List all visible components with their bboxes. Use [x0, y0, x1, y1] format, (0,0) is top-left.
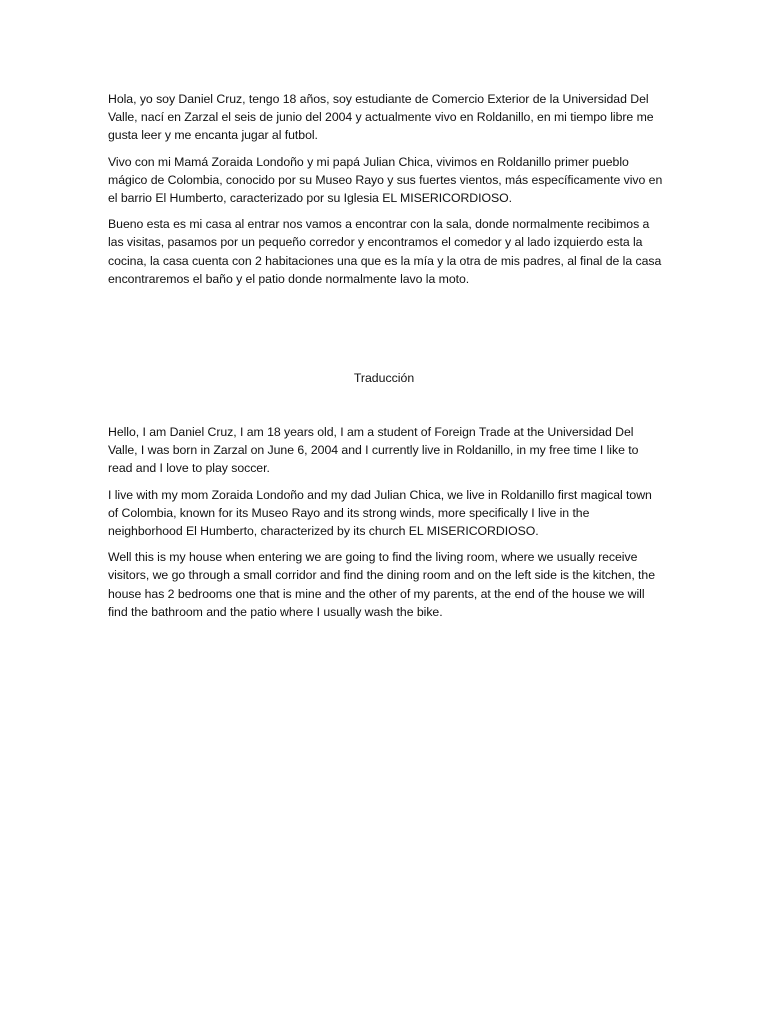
english-paragraph-house: Well this is my house when entering we are going to find the living room, where we usually receive visitors, we go through a small corridor and find the dining room and on the left side is the kitchen, the house has 2 bedrooms one that is mine and the other of my parents, at the end of the house we will find the bathroom and the patio where I usually wash the bike. — [108, 550, 655, 619]
spanish-paragraph-family: Vivo con mi Mamá Zoraida Londoño y mi papá Julian Chica, vivimos en Roldanillo primer pueblo mágico de Colombia, conocido por su Museo Rayo y sus fuertes vientos, más específicamente vivo en el barrio El Humberto, caracterizado por su Iglesia EL MISERICORDIOSO. — [108, 154, 663, 206]
spanish-paragraph-house: Bueno esta es mi casa al entrar nos vamos a encontrar con la sala, donde normalmente recibimos a las visitas, pasamos por un pequeño corredor y encontramos el comedor y al lado izquierdo esta la cocina, la casa cuenta con 2 habitaciones una que es la mía y la otra de mis padres, al final de la casa encontraremos el baño y el patio donde normalmente lavo la moto. — [108, 217, 662, 286]
translation-heading: Traducción — [353, 371, 415, 385]
english-text-section — [108, 423, 663, 629]
english-paragraph-family: I live with my mom Zoraida Londoño and my dad Julian Chica, we live in Roldanillo first magical town of Colombia, known for its Museo Rayo and its strong winds, more specifically I live in the neighborhood El Humberto, characterized by its church EL MISERICORDIOSO. — [108, 487, 652, 539]
spanish-text-section — [108, 90, 663, 296]
english-paragraph-intro: Hello, I am Daniel Cruz, I am 18 years old, I am a student of Foreign Trade at the Universidad Del Valle, I was born in Zarzal on June 6, 2004 and I currently live in Roldanillo, in my free time I like to read and I love to play soccer. — [108, 425, 639, 476]
spanish-paragraph-intro: Hola, yo soy Daniel Cruz, tengo 18 años, soy estudiante de Comercio Exterior de la Universidad Del Valle, nací en Zarzal el seis de junio del 2004 y actualmente vivo en Roldanillo, en mi tiempo libre me gusta leer y me encanta jugar al futbol. — [108, 92, 654, 143]
